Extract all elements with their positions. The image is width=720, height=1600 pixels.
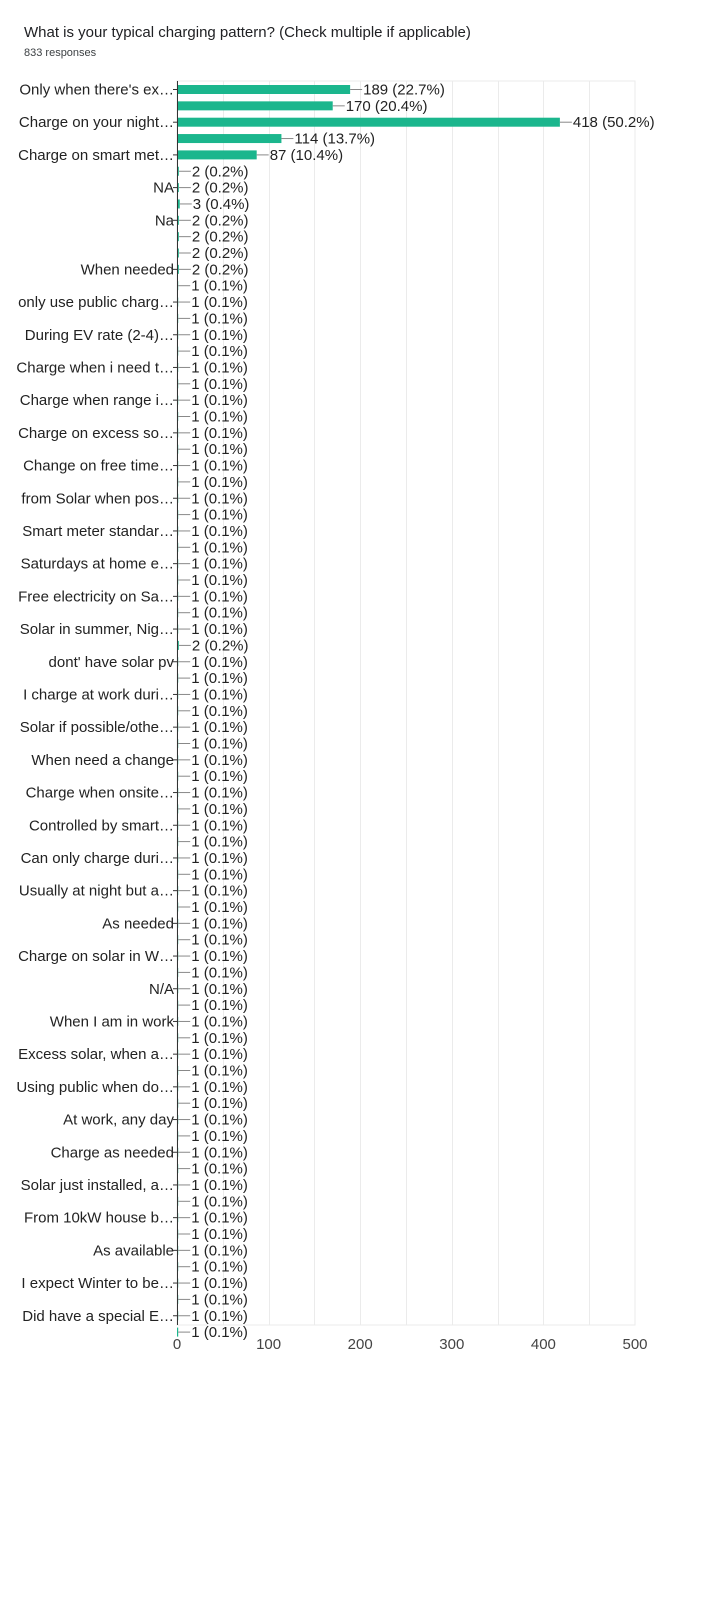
x-tick-label: 0 [172, 1336, 182, 1353]
data-label: 1 (0.1%) [191, 1062, 248, 1080]
data-label: 87 (10.4%) [269, 146, 344, 164]
labels-layer [16, 82, 654, 1342]
data-label: 1 (0.1%) [191, 473, 248, 491]
data-label: 114 (13.7%) [294, 130, 376, 148]
category-label: Charge when range i… [19, 392, 174, 410]
data-label: 1 (0.1%) [191, 1226, 248, 1243]
data-label: 1 (0.1%) [191, 1160, 248, 1178]
data-label: 1 (0.1%) [191, 964, 248, 982]
data-label: 1 (0.1%) [191, 621, 248, 639]
data-label: 189 (22.7%) [363, 81, 445, 99]
category-label: dont' have solar pv [48, 653, 174, 671]
data-label: 1 (0.1%) [191, 294, 248, 312]
data-label: 1 (0.1%) [191, 1242, 248, 1260]
category-label: Excess solar, when a… [18, 1046, 174, 1064]
category-label: Solar just installed, a… [20, 1176, 174, 1194]
data-label: 1 (0.1%) [191, 1111, 248, 1129]
category-label: As available [93, 1242, 174, 1260]
category-label: Solar in summer, Nig… [19, 621, 174, 639]
bar [177, 150, 257, 159]
data-label: 1 (0.1%) [191, 1291, 248, 1309]
response-count: 833 responses [24, 47, 97, 59]
category-label: When I am in work [49, 1013, 174, 1031]
data-label: 1 (0.1%) [191, 1324, 248, 1342]
data-label: 1 (0.1%) [191, 555, 248, 573]
data-label: 1 (0.1%) [191, 506, 248, 524]
data-label: 1 (0.1%) [191, 375, 248, 393]
data-label: 1 (0.1%) [191, 784, 248, 802]
bar [177, 134, 281, 143]
category-label: Charge on your night… [18, 114, 174, 132]
category-label: Charge when i need t… [16, 359, 174, 377]
x-tick-label: 500 [622, 1336, 648, 1353]
category-label: Charge on excess so… [18, 424, 174, 442]
data-label: 1 (0.1%) [191, 441, 248, 459]
data-label: 1 (0.1%) [191, 719, 248, 737]
category-label: Na [154, 212, 174, 230]
x-tick-label: 100 [256, 1336, 282, 1353]
category-label: Using public when do… [16, 1078, 174, 1096]
data-label: 1 (0.1%) [191, 980, 248, 998]
category-label: Can only charge duri… [20, 849, 174, 867]
data-label: 1 (0.1%) [191, 572, 248, 589]
bar [177, 101, 333, 110]
data-label: 1 (0.1%) [191, 604, 248, 622]
category-label: Solar if possible/othe… [19, 719, 174, 737]
data-label: 1 (0.1%) [191, 1078, 248, 1096]
data-label: 1 (0.1%) [191, 915, 248, 933]
data-label: 1 (0.1%) [191, 1275, 248, 1293]
data-label: 2 (0.2%) [191, 228, 249, 246]
data-label: 1 (0.1%) [191, 1127, 248, 1145]
data-label: 1 (0.1%) [191, 686, 248, 704]
bar [177, 85, 350, 94]
data-label: 1 (0.1%) [191, 735, 248, 753]
category-label: from Solar when pos… [21, 490, 174, 508]
category-label: When need a change [31, 751, 174, 769]
category-label: As needed [102, 915, 174, 933]
data-label: 2 (0.2%) [191, 245, 249, 262]
data-label: 1 (0.1%) [191, 1193, 248, 1211]
x-tick-label: 400 [530, 1336, 556, 1353]
category-label: Charge as needed [50, 1144, 174, 1162]
data-label: 1 (0.1%) [191, 1307, 248, 1325]
data-label: 1 (0.1%) [191, 457, 248, 475]
category-label: NA [153, 179, 174, 197]
data-label: 1 (0.1%) [191, 1013, 248, 1031]
data-label: 1 (0.1%) [191, 277, 248, 295]
category-label: Only when there's ex… [19, 81, 174, 99]
data-label: 1 (0.1%) [191, 653, 248, 671]
data-label: 2 (0.2%) [191, 212, 249, 230]
chart-title: What is your typical charging pattern? (Check multiple if applicable) [24, 24, 471, 41]
data-label: 1 (0.1%) [191, 670, 248, 688]
data-label: 1 (0.1%) [191, 326, 248, 344]
data-label: 1 (0.1%) [191, 997, 248, 1015]
data-label: 1 (0.1%) [191, 408, 248, 426]
data-label: 2 (0.2%) [191, 179, 249, 197]
category-label: I expect Winter to be… [21, 1275, 174, 1293]
data-label: 1 (0.1%) [191, 899, 248, 916]
data-label: 1 (0.1%) [191, 1029, 248, 1047]
category-label: only use public charg… [18, 294, 174, 312]
x-tick-label: 200 [347, 1336, 373, 1353]
data-label: 1 (0.1%) [191, 343, 248, 361]
data-label: 1 (0.1%) [191, 1258, 248, 1276]
category-label: Charge when onsite… [25, 784, 174, 802]
category-label: N/A [148, 980, 174, 998]
category-label: Usually at night but a… [18, 882, 174, 900]
data-label: 1 (0.1%) [191, 359, 248, 377]
data-label: 1 (0.1%) [191, 1176, 248, 1194]
data-label: 1 (0.1%) [191, 392, 248, 410]
category-label: Charge on solar in W… [18, 948, 174, 966]
data-label: 1 (0.1%) [191, 310, 248, 328]
data-label: 1 (0.1%) [191, 588, 248, 606]
data-label: 1 (0.1%) [191, 849, 248, 867]
category-label: During EV rate (2-4)… [24, 326, 174, 344]
data-label: 170 (20.4%) [345, 97, 428, 115]
data-label: 1 (0.1%) [191, 817, 248, 835]
category-label: I charge at work duri… [23, 686, 174, 704]
category-label: Charge on smart met… [18, 146, 174, 164]
bar [177, 118, 560, 127]
data-label: 1 (0.1%) [191, 948, 248, 966]
x-tick-label: 300 [439, 1336, 465, 1353]
data-label: 1 (0.1%) [191, 490, 248, 508]
category-label: When needed [80, 261, 174, 279]
data-label: 1 (0.1%) [191, 931, 248, 949]
category-label: At work, any day [63, 1111, 174, 1129]
category-label: Change on free time… [23, 457, 174, 475]
category-label: Saturdays at home e… [20, 555, 174, 573]
data-label: 2 (0.2%) [191, 163, 249, 181]
data-label: 3 (0.4%) [192, 195, 250, 213]
data-label: 1 (0.1%) [191, 1095, 248, 1113]
data-label: 1 (0.1%) [191, 800, 248, 818]
data-label: 1 (0.1%) [191, 1046, 248, 1064]
data-label: 1 (0.1%) [191, 702, 248, 720]
category-label: Controlled by smart… [28, 817, 174, 835]
category-label: Free electricity on Sa… [18, 588, 174, 606]
data-label: 1 (0.1%) [191, 768, 248, 786]
category-label: Did have a special E… [22, 1307, 174, 1325]
data-label: 1 (0.1%) [191, 882, 248, 900]
data-label: 418 (50.2%) [572, 114, 655, 132]
data-label: 1 (0.1%) [191, 751, 248, 769]
data-label: 1 (0.1%) [191, 522, 248, 540]
data-label: 1 (0.1%) [191, 539, 248, 557]
data-label: 1 (0.1%) [191, 1144, 248, 1162]
category-label: Smart meter standar… [22, 522, 174, 540]
data-label: 1 (0.1%) [191, 1209, 248, 1227]
data-label: 2 (0.2%) [191, 261, 249, 279]
data-label: 1 (0.1%) [191, 866, 248, 884]
data-label: 2 (0.2%) [191, 637, 249, 655]
data-label: 1 (0.1%) [191, 833, 248, 851]
category-label: From 10kW house b… [23, 1209, 174, 1227]
data-label: 1 (0.1%) [191, 424, 248, 442]
